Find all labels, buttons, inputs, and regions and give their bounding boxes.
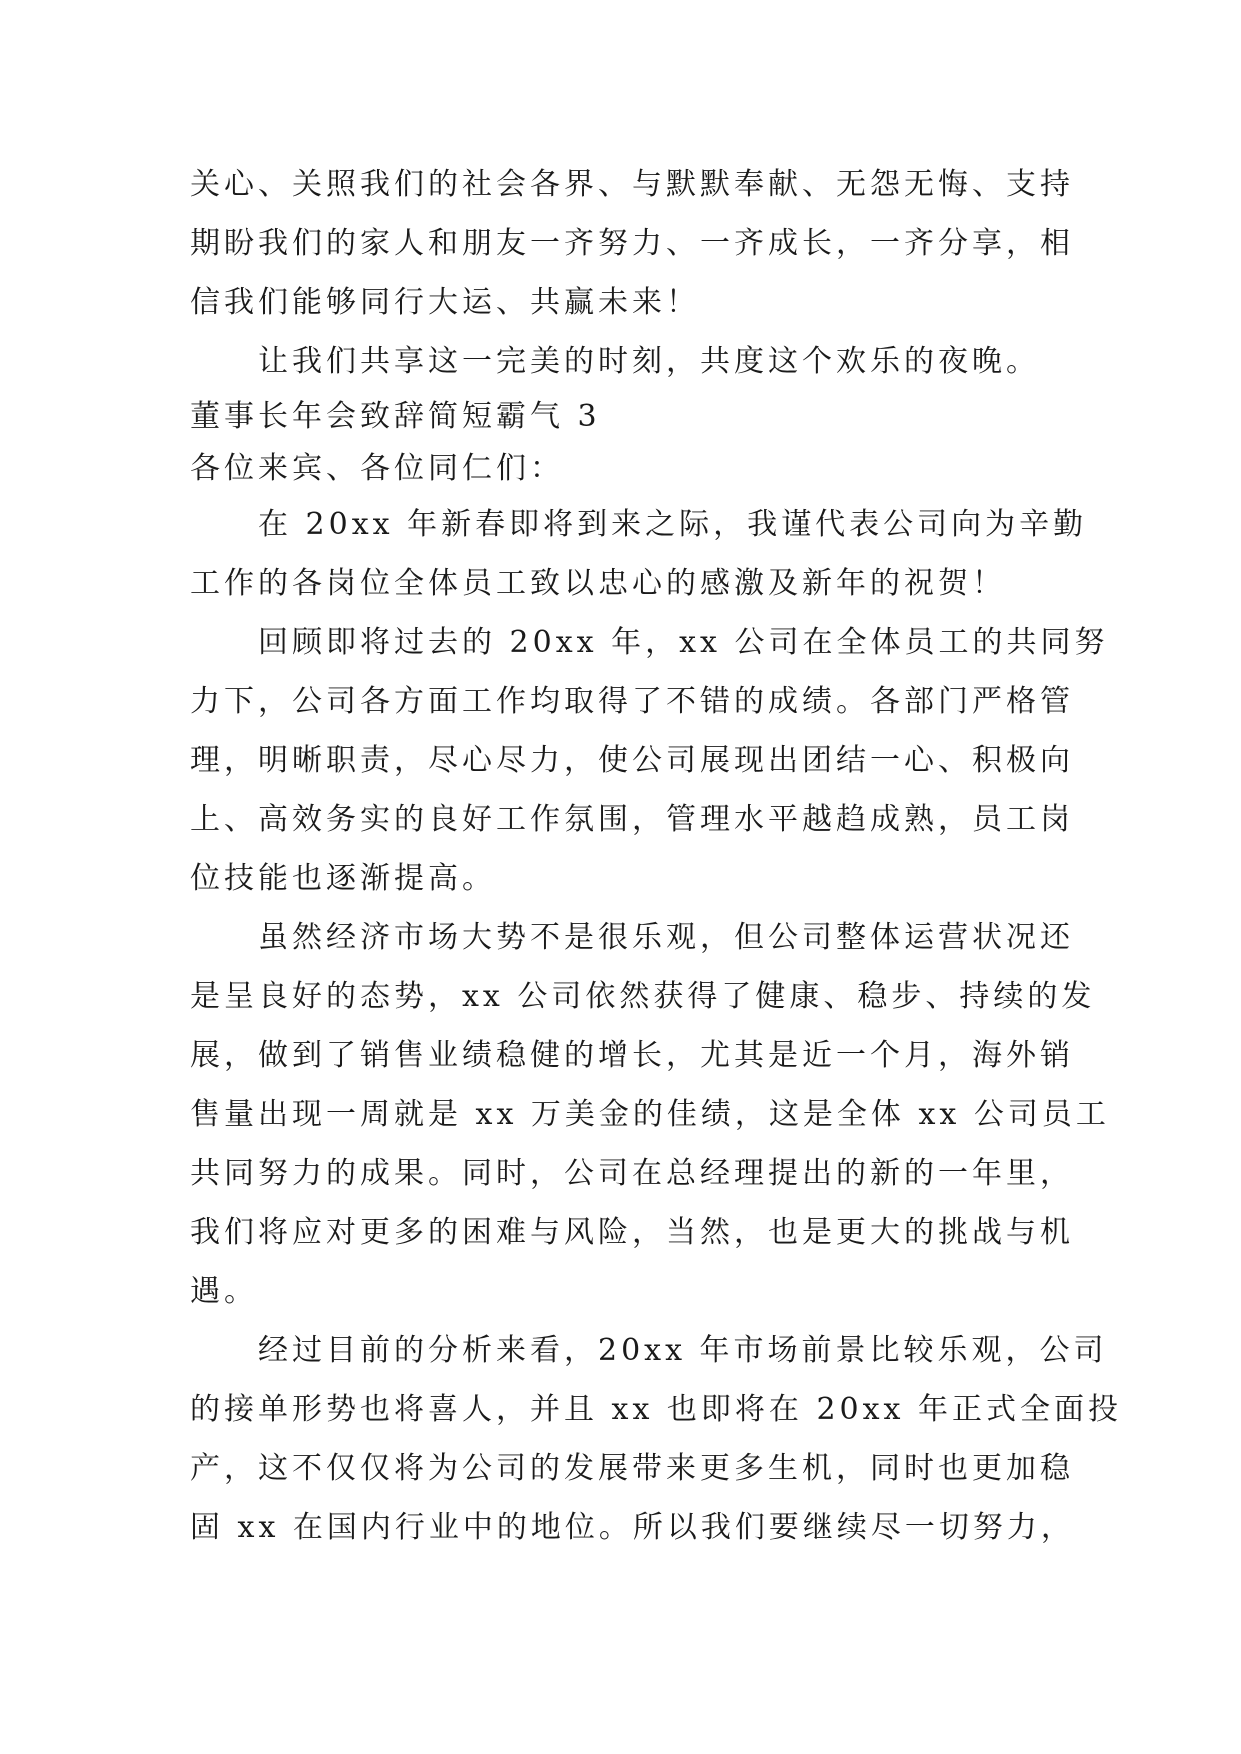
- paragraph-line: 是呈良好的态势，xx 公司依然获得了健康、稳步、持续的发: [190, 979, 1096, 1014]
- salutation: 各位来宾、各位同仁们：: [190, 451, 564, 486]
- paragraph-line: 回顾即将过去的 20xx 年，xx 公司在全体员工的共同努: [258, 625, 1109, 660]
- paragraph-line: 在 20xx 年新春即将到来之际，我谨代表公司向为辛勤: [258, 507, 1088, 542]
- paragraph-line: 理，明晰职责，尽心尽力，使公司展现出团结一心、积极向: [190, 743, 1074, 778]
- paragraph-line: 虽然经济市场大势不是很乐观，但公司整体运营状况还: [258, 920, 1074, 955]
- paragraph-line: 共同努力的成果。同时，公司在总经理提出的新的一年里，: [190, 1156, 1074, 1191]
- section-heading: 董事长年会致辞简短霸气 3: [190, 399, 601, 434]
- paragraph-line: 期盼我们的家人和朋友一齐努力、一齐成长，一齐分享，相: [190, 226, 1074, 261]
- paragraph-line: 关心、关照我们的社会各界、与默默奉献、无怨无悔、支持: [190, 167, 1074, 202]
- paragraph-line: 让我们共享这一完美的时刻，共度这个欢乐的夜晚。: [258, 344, 1040, 379]
- paragraph-line: 产，这不仅仅将为公司的发展带来更多生机，同时也更加稳: [190, 1451, 1074, 1486]
- paragraph-line: 位技能也逐渐提高。: [190, 861, 496, 896]
- paragraph-line: 工作的各岗位全体员工致以忠心的感激及新年的祝贺！: [190, 566, 1006, 601]
- paragraph-line: 售量出现一周就是 xx 万美金的佳绩，这是全体 xx 公司员工: [190, 1097, 1110, 1132]
- paragraph-line: 的接单形势也将喜人，并且 xx 也即将在 20xx 年正式全面投: [190, 1392, 1122, 1427]
- paragraph-line: 力下，公司各方面工作均取得了不错的成绩。各部门严格管: [190, 684, 1074, 719]
- document-body: [190, 155, 1122, 1557]
- paragraph-line: 展，做到了销售业绩稳健的增长，尤其是近一个月，海外销: [190, 1038, 1074, 1073]
- paragraph-line: 信我们能够同行大运、共赢未来！: [190, 285, 700, 320]
- paragraph-line: 经过目前的分析来看，20xx 年市场前景比较乐观，公司: [258, 1333, 1108, 1368]
- paragraph-line: 我们将应对更多的困难与风险，当然，也是更大的挑战与机: [190, 1215, 1074, 1250]
- paragraph-line: 上、高效务实的良好工作氛围，管理水平越趋成熟，员工岗: [190, 802, 1074, 837]
- paragraph-line: 固 xx 在国内行业中的地位。所以我们要继续尽一切努力，: [190, 1510, 1075, 1545]
- paragraph-line: 遇。: [190, 1274, 258, 1309]
